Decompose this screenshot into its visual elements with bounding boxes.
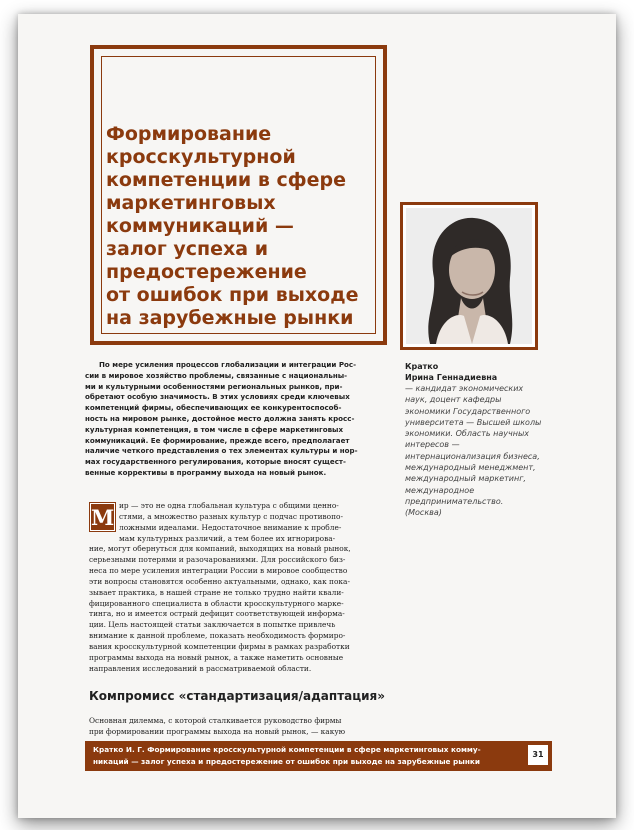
body-line: ир — это не одна глобальная культура с общими ценно- — [119, 501, 339, 510]
footer-citation — [93, 744, 516, 767]
abstract-line: наличие четкого представления о тех элементах культуры и нор- — [85, 446, 358, 456]
author-desc-line: международный менеджмент, — [405, 463, 536, 473]
abstract-line: компетенций фирмы, обеспечивающих ее конкурентоспособ- — [85, 403, 342, 413]
abstract-line: ность на мировом рынке, достойное место должна занять кросс- — [85, 413, 355, 423]
article-title — [106, 123, 626, 330]
author-desc-line: — кандидат экономических — [405, 384, 524, 393]
author-name — [405, 362, 555, 383]
author-photo — [400, 202, 538, 350]
abstract-line: культурная компетенция, в том числе в сфере маркетинговых — [85, 424, 344, 434]
author-desc-line: международный маркетинг, — [405, 474, 526, 484]
body-line: тинга, но и имеется острый дефицит соответствующей информа- — [89, 609, 345, 619]
author-given-names: Ирина Геннадиевна — [405, 372, 498, 382]
author-desc-line: экономики Государственного — [405, 406, 531, 416]
article-body — [89, 501, 389, 675]
body-line: серьезными потерями и разочарованиями. Для российского биз- — [89, 555, 346, 565]
author-desc-line: предпринимательство. — [405, 496, 504, 506]
drop-cap-letter: М — [91, 505, 115, 530]
section-body — [89, 716, 389, 738]
title-line: компетенции в сфере — [106, 169, 346, 191]
title-line: коммуникаций — — [106, 215, 294, 237]
body-line: зывает практика, в нашей стране не только трудно найти квали- — [89, 587, 344, 597]
author-desc-line: наук, доцент кафедры — [405, 395, 502, 405]
author-description — [405, 383, 555, 519]
body-line: при формировании программы выхода на новый рынок, — какую — [89, 726, 346, 736]
abstract-line: сии в мировое хозяйство проблемы, связанные с национальны- — [85, 370, 348, 380]
body-line: вания кросскультурной компетенции фирмы в рамках разработки — [89, 641, 350, 651]
title-line: предостережение — [106, 261, 307, 283]
running-footer — [85, 741, 552, 771]
body-line: мам культурных различий, а тем более их игнорирова- — [119, 533, 336, 543]
abstract-line: мах государственного регулирования, которые вносят сущест- — [85, 457, 346, 467]
body-line: внимание к данной проблеме, показать необходимость формиро- — [89, 631, 346, 641]
title-line: Формирование — [106, 123, 272, 145]
author-desc-line: (Москва) — [405, 508, 442, 518]
body-line: направления исследований в рассматриваемой области. — [89, 663, 312, 673]
author-desc-line: международное — [405, 485, 475, 495]
abstract-line: обретают особую значимость. В этих условиях среди ключевых — [85, 392, 350, 402]
body-line: программы выхода на новый рынок, а также наметить основные — [89, 652, 344, 662]
body-line: неса по мере усиления интеграции России в мировое сообщество — [89, 566, 348, 576]
title-line: маркетинговых — [106, 192, 276, 214]
body-line: ние, могут обернуться для компаний, выходящих на новый рынок, — [89, 544, 351, 554]
footer-line: Кратко И. Г. Формирование кросскультурной компетенции в сфере маркетинговых комму- — [93, 745, 481, 754]
abstract-line: По мере усиления процессов глобализации и интеграции Рос- — [99, 360, 357, 369]
section-heading: Компромисс «стандартизация/адаптация» — [89, 689, 386, 703]
body-line: фицированного специалиста в области кросскультурного марке- — [89, 598, 344, 608]
author-desc-line: интересов — — [405, 440, 460, 450]
author-desc-line: интернационализация бизнеса, — [405, 451, 540, 461]
body-line: ложными идеалами. Недостаточное внимание к пробле- — [119, 522, 342, 532]
author-desc-line: университета — Высшей школы — [405, 417, 542, 427]
abstract-line: ми и культурными особенностями региональных рынков, при- — [85, 381, 343, 391]
body-line: стями, а множество разных культур с подчас противопо- — [119, 511, 343, 521]
footer-line: никаций — залог успеха и предостережение от ошибок при выходе на зарубежные рынки — [93, 756, 480, 766]
body-line: Основная дилемма, с которой сталкивается руководство фирмы — [89, 716, 342, 725]
abstract-line: венные коррективы в программу выхода на новый рынок. — [85, 467, 327, 477]
author-surname: Кратко — [405, 362, 439, 371]
author-desc-line: экономики. Область научных — [405, 429, 530, 439]
article-abstract — [85, 360, 389, 479]
body-line: эти вопросы становятся особенно актуальными, однако, как пока- — [89, 576, 350, 586]
title-line: от ошибок при выходе — [106, 284, 359, 306]
title-line: залог успеха и — [106, 238, 269, 260]
body-line: ции. Цель настоящей статьи заключается в попытке привлечь — [89, 620, 336, 630]
page-number: 31 — [527, 744, 549, 766]
title-line: кросскультурной — [106, 146, 296, 168]
abstract-line: коммуникаций. Ее формирование, прежде всего, предполагает — [85, 435, 350, 445]
author-info — [405, 362, 555, 519]
author-portrait-image — [406, 208, 532, 344]
title-line: на зарубежные рынки — [106, 307, 354, 329]
